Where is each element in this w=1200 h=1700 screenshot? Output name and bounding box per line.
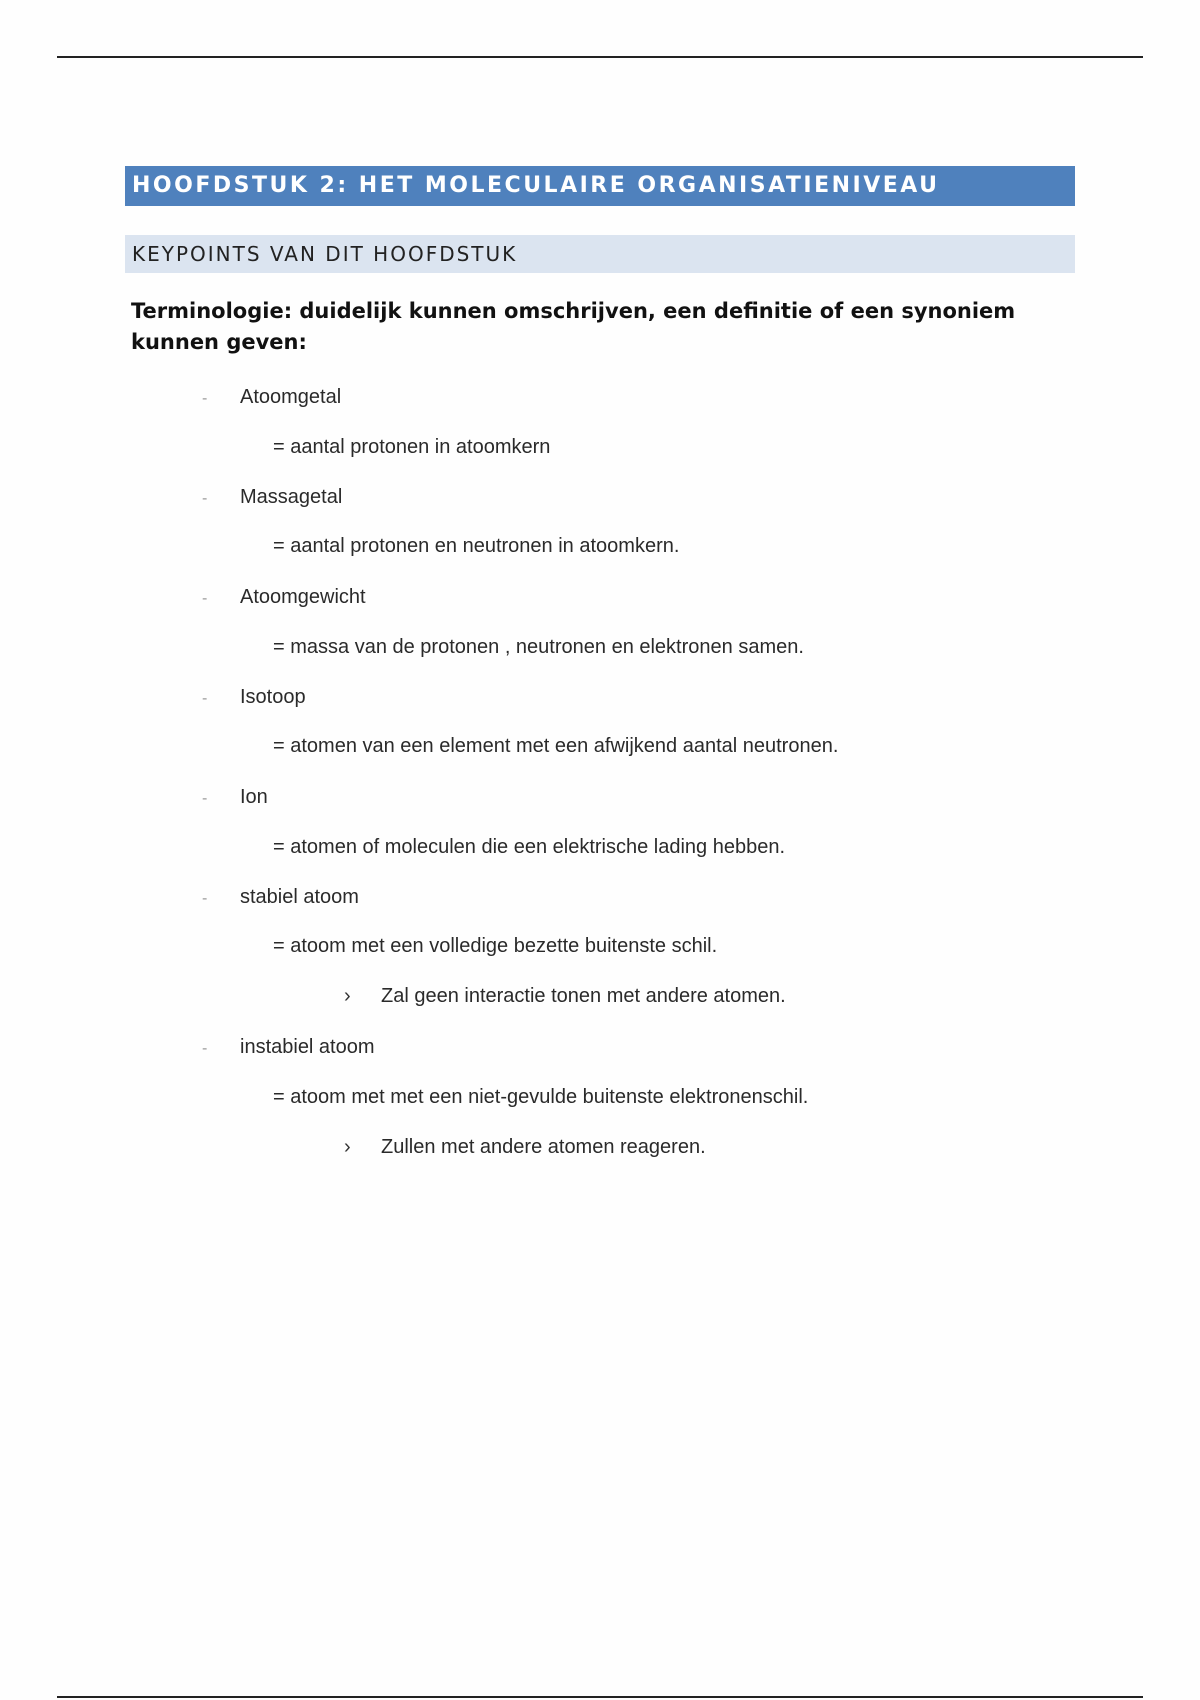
term-label: Atoomgewicht (240, 586, 366, 608)
term-definition: = massa van de protonen , neutronen en elektronen samen. (273, 636, 804, 658)
arrow-icon: › (344, 1136, 351, 1158)
term-label: Isotoop (240, 686, 306, 708)
term-label: stabiel atoom (240, 886, 359, 908)
term-note: Zal geen interactie tonen met andere atomen. (381, 985, 786, 1007)
term-note: Zullen met andere atomen reageren. (381, 1136, 706, 1158)
header-rule (57, 56, 1143, 58)
bullet-marker: - (202, 490, 208, 507)
intro-text: Terminologie: duidelijk kunnen omschrijven, een definitie of een synoniem kunnen geven: (131, 299, 1016, 354)
section-heading: KEYPOINTS VAN DIT HOOFDSTUK (125, 235, 1075, 273)
bullet-marker: - (202, 790, 208, 807)
bullet-marker: - (202, 390, 208, 407)
bullet-marker: - (202, 690, 208, 707)
bullet-marker: - (202, 590, 208, 607)
arrow-icon: › (344, 985, 351, 1007)
term-label: Atoomgetal (240, 386, 342, 408)
term-label: instabiel atoom (240, 1036, 375, 1058)
chapter-heading: HOOFDSTUK 2: HET MOLECULAIRE ORGANISATIENIVEAU (125, 166, 1075, 206)
term-label: Ion (240, 786, 268, 808)
footer-rule (57, 1696, 1143, 1698)
bullet-marker: - (202, 890, 208, 907)
term-label: Massagetal (240, 486, 343, 508)
bullet-marker: - (202, 1040, 208, 1057)
term-definition: = atomen of moleculen die een elektrische lading hebben. (273, 836, 786, 858)
term-definition: = atoom met een volledige bezette buitenste schil. (273, 935, 718, 957)
term-definition: = aantal protonen en neutronen in atoomkern. (273, 535, 680, 557)
term-definition: = aantal protonen in atoomkern (273, 436, 551, 458)
term-definition: = atoom met met een niet-gevulde buitenste elektronenschil. (273, 1086, 809, 1108)
term-definition: = atomen van een element met een afwijkend aantal neutronen. (273, 735, 839, 757)
